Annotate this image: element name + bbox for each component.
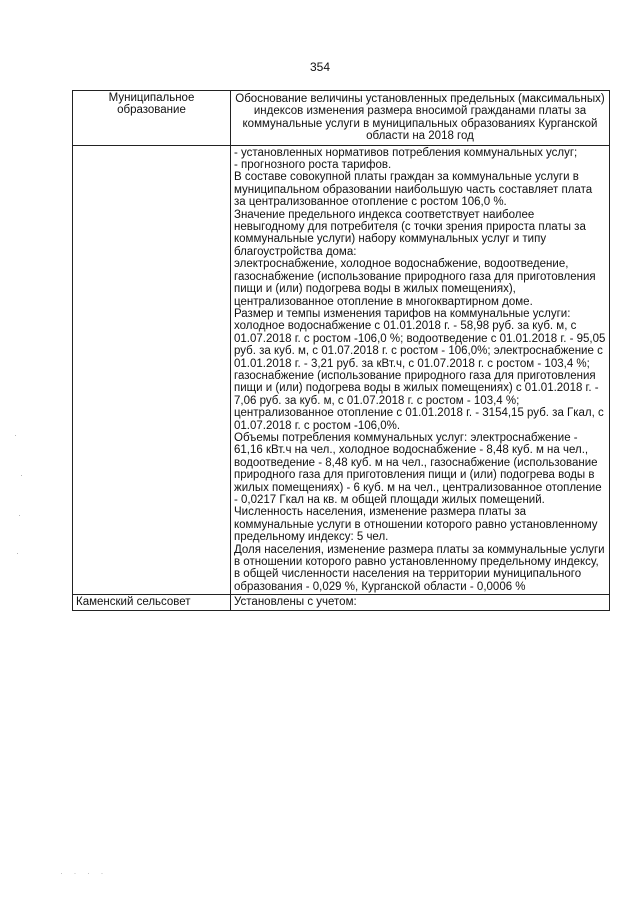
table-row — [73, 595, 610, 611]
paragraph: Численность населения, изменение размера платы за коммунальные услуги в отношении которого равно установленному предельному индексу: 5 чел. — [234, 506, 598, 544]
paragraph: Объемы потребления коммунальных услуг: электроснабжение - 61,16 кВт.ч на чел., холодное водоснабжение - 8,48 куб. м на чел., водоотведение - 8,48 куб. м на чел., газоснабжение (использование природного газа для приготовления пищи и (или) подогрева воды в жилых помещениях) - 6 куб. м на чел., централизованное отопление - 0,0217 Гкал на кв. м общей площади жилых помещений. — [234, 431, 602, 506]
justification-cell — [231, 145, 610, 595]
paragraph: Доля населения, изменение размера платы за коммунальные услуги в отношении которого равно установленному предельному индексу, в общей численности населения на территории муниципального образования - 0,029 %, Курганской области - 0,0006 % — [234, 543, 605, 593]
tariff-table — [72, 90, 610, 611]
paragraph: Размер и темпы изменения тарифов на коммунальные услуги: — [234, 307, 571, 320]
table-row — [73, 145, 610, 595]
paragraph: В составе совокупной платы граждан за коммунальные услуги в муниципальном образовании наибольшую часть составляет плата за централизованное отопление с ростом 106,0 %. — [234, 171, 593, 209]
justification-cell: Установлены с учетом: — [231, 595, 610, 611]
paragraph: - установленных нормативов потребления коммунальных услуг; — [234, 146, 578, 159]
document-page: 354 Муниципальное образование Обоснование величины установленных предельных (максимальных) индексов изменения размера вносимой гражданами платы за коммунальные услуги в муниципальных образованиях Курганской области на 2018 год - установленных нормативов потребления коммунальных услуг; - прогнозного роста тарифов. В составе совокупной платы граждан за коммунальные услуги в муниципальном образовании наибольшую часть составляет плата за централизованное отопление с ростом 106,0 %. Значение предельного индекса соответствует наиболее невыгодному для потребителя (с точки зрения прироста платы за коммунальные услуги) набору коммунальных услуг и типу благоустройства дома: электроснабжение, холодное водоснабжение, водоотведение, газоснабжение (использование природного газа для приготовления пищи и (или) подогрева воды в жилых помещениях), централизованное отопление в многоквартирном доме. Размер и темпы изменения тарифов на коммунальные услуги: холодное водоснабжение с 01.01.2018 г. - 58,98 руб. за куб. м, с 01.07.2018 г. с ростом -106,0 %; водоотведение с 01.01.2018 г. - 95,05 руб. за куб. м, с 01.07.2018 г. с ростом - 106,0%; электроснабжение с 01.01.2018 г. - 3,21 руб. за кВт.ч, с 01.07.2018 г. с ростом - 103,4 %; газоснабжение (использование природного газа для приготовления пищи и (или) подогрева воды в жилых помещениях) с 01.01.2018 г. - 7,06 руб. за куб. м, с 01.07.2018 г. с ростом - 103,4 %; централизованное отопление с 01.01.2018 г. - 3154,15 руб. за Гкал, с 01.07.2018 г. с ростом -106,0%. Объемы потребления коммунальных услуг: электроснабжение - 61,16 кВт.ч на чел., холодное водоснабжение - 8,48 куб. м на чел., водоотведение - 8,48 куб. м на чел., газоснабжение (использование природного газа для приготовления пищи и (или) подогрева воды в жилых помещениях) - 6 куб. м на чел., централизованное отопление - 0,0217 Гкал на кв. м общей площади жилых помещений. Численность населения, изменение размера платы за коммунальные услуги в отношении которого равно установленному предельному индексу: 5 чел. Доля населения, изменение размера платы за коммунальные услуги в отношении которого равно установленному предельному индексу, в общей численности населения на территории муниципального образования - 0,029 %, Курганской области - 0,0006 % Каменский сельсовет Установлены с учетом: · · · · · · · · — [0, 0, 640, 905]
header-municipality: Муниципальное образование — [73, 91, 231, 146]
paragraph: - прогнозного роста тарифов. — [234, 159, 392, 172]
paragraph: Значение предельного индекса соответствует наиболее невыгодному для потребителя (с точки зрения прироста платы за коммунальные услуги) набору коммунальных услуг и типу благоустройства дома: — [234, 208, 586, 258]
paragraph: электроснабжение, холодное водоснабжение, водоотведение, газоснабжение (использование природного газа для приготовления пищи и (или) подогрева воды в жилых помещениях), централизованное отопление в многоквартирном доме. — [234, 258, 596, 308]
municipality-cell: Каменский сельсовет — [73, 595, 231, 611]
table-header-row — [73, 91, 610, 146]
scan-noise: · · · · — [60, 868, 108, 878]
page-number: 354 — [309, 60, 331, 74]
municipality-cell — [73, 145, 231, 595]
header-justification: Обоснование величины установленных предельных (максимальных) индексов изменения размера вносимой гражданами платы за коммунальные услуги в муниципальных образованиях Курганской области на 2018 год — [231, 91, 610, 146]
paragraph: холодное водоснабжение с 01.01.2018 г. - 58,98 руб. за куб. м, с 01.07.2018 г. с ростом -106,0 %; водоотведение с 01.01.2018 г. - 95,05 руб. за куб. м, с 01.07.2018 г. с ростом - 106,0%; электроснабжение с 01.01.2018 г. - 3,21 руб. за кВт.ч, с 01.07.2018 г. с ростом - 103,4 %; газоснабжение (использование природного газа для приготовления пищи и (или) подогрева воды в жилых помещениях) с 01.01.2018 г. - 7,06 руб. за куб. м, с 01.07.2018 г. с ростом - 103,4 %; централизованное отопление с 01.01.2018 г. - 3154,15 руб. за Гкал, с 01.07.2018 г. с ростом -106,0%. — [234, 320, 606, 432]
